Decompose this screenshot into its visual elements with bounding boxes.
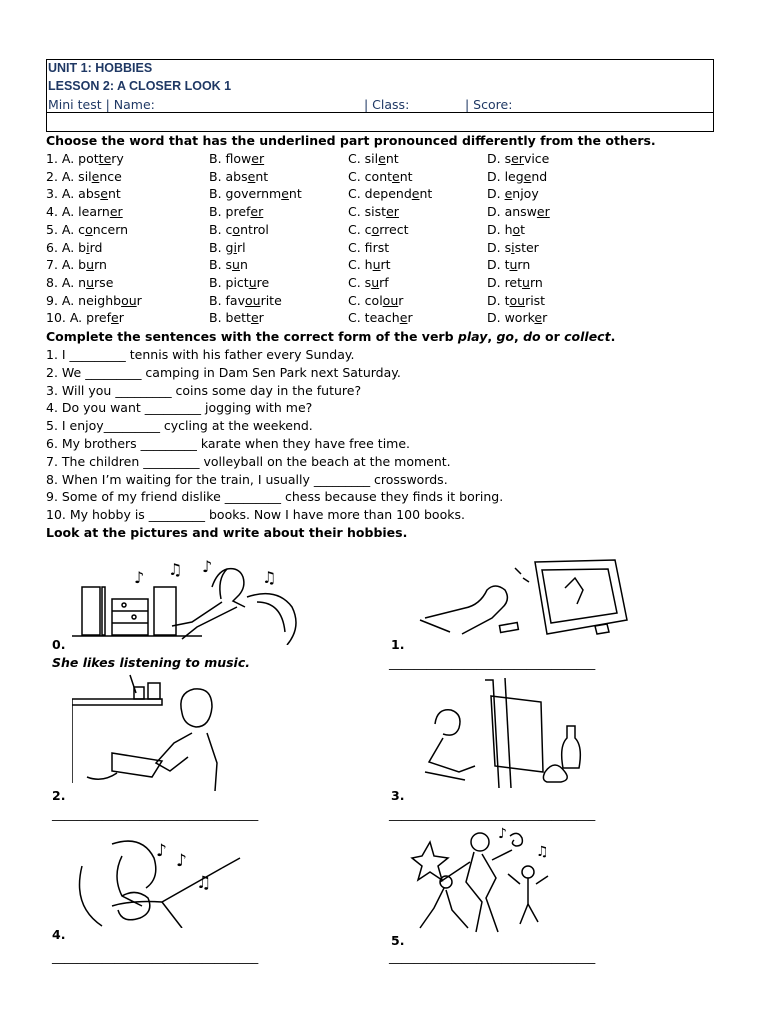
section3-instruction: Look at the pictures and write about their hobbies. <box>46 525 408 540</box>
option-text-end: nt <box>385 151 399 166</box>
option-b[interactable] <box>209 275 269 290</box>
picture-playing-guitar <box>72 836 252 928</box>
question-row-9 <box>46 293 726 310</box>
item-5-label: 5. <box>391 933 405 948</box>
option-text-start: B. abs <box>209 168 248 184</box>
option-c[interactable] <box>348 293 403 308</box>
option-a[interactable] <box>46 310 124 325</box>
option-a[interactable] <box>46 293 142 308</box>
option-text-end: rist <box>525 292 546 308</box>
question-row-8 <box>46 275 726 292</box>
option-text-start: D. h <box>487 221 513 237</box>
option-b[interactable] <box>209 169 268 184</box>
underlined-part: i <box>86 239 90 255</box>
option-d[interactable] <box>487 204 550 219</box>
svg-text:♫: ♫ <box>168 560 183 579</box>
sentence-6[interactable]: 6. My brothers _________ karate when they have free time. <box>46 436 411 451</box>
underlined-part: u <box>509 257 518 273</box>
separator: or <box>540 329 565 344</box>
underlined-part: er <box>109 204 123 220</box>
instruction-end: . <box>610 329 616 344</box>
option-a[interactable] <box>46 257 107 272</box>
option-text-start: B. g <box>209 239 234 255</box>
option-text-start: 2. A. sil <box>46 168 92 184</box>
option-text-end: r <box>136 292 142 308</box>
svg-text:♫: ♫ <box>536 844 549 860</box>
option-text-end: nt <box>288 186 302 202</box>
option-d[interactable] <box>487 293 545 308</box>
option-b[interactable] <box>209 151 264 166</box>
class-field-label: | Class: <box>364 97 410 112</box>
option-d[interactable] <box>487 257 530 272</box>
option-a[interactable] <box>46 275 113 290</box>
question-row-7 <box>46 257 726 274</box>
option-c[interactable] <box>348 240 389 255</box>
option-text-start: D. <box>487 186 505 202</box>
item-3-label: 3. <box>391 788 405 803</box>
option-text-start: B. c <box>209 221 233 237</box>
option-text-start: B. fav <box>209 292 245 308</box>
underlined-part: ou <box>382 292 399 308</box>
underlined-part: u <box>86 274 95 290</box>
lesson-title: LESSON 2: A CLOSER LOOK 1 <box>48 79 232 93</box>
underlined-part: ou <box>244 292 261 308</box>
option-text-end: nce <box>99 168 122 184</box>
verb-collect: collect <box>564 329 611 344</box>
option-text-start: 3. A. abs <box>46 186 101 202</box>
question-row-3 <box>46 186 726 203</box>
option-text-end: rd <box>89 239 103 255</box>
option-b[interactable] <box>209 204 263 219</box>
picture-listening-music <box>72 547 302 645</box>
item-2-label: 2. <box>52 788 66 803</box>
option-c[interactable] <box>348 310 413 325</box>
item-3-answer-line[interactable]: _________________________________ <box>389 806 596 821</box>
option-b[interactable] <box>209 310 264 325</box>
option-text-end: rn <box>94 257 107 273</box>
picture-cooking <box>72 673 222 791</box>
option-a[interactable] <box>46 169 122 184</box>
underlined-part: e <box>399 310 408 326</box>
option-text-start: C. sist <box>348 204 387 220</box>
option-text-start: 7. A. b <box>46 257 87 273</box>
option-d[interactable] <box>487 240 539 255</box>
option-text-start: 4. A. learn <box>46 204 110 220</box>
option-c[interactable] <box>348 257 391 272</box>
option-text-start: D. ret <box>487 274 523 290</box>
option-text-end: r <box>118 310 124 326</box>
underlined-part: u <box>232 257 240 273</box>
underlined-part: er <box>251 151 265 166</box>
item-1-answer-line[interactable]: _________________________________ <box>389 655 596 670</box>
option-text-end: ry <box>111 151 124 166</box>
option-text-end: r <box>398 292 404 308</box>
underlined-part: i <box>233 239 237 255</box>
instruction-text: Complete the sentences with the correct form of the verb <box>46 329 458 344</box>
option-text-start: 10. A. pref <box>46 310 112 326</box>
option-text-start: D. s <box>487 239 512 255</box>
underlined-part: e <box>100 186 108 202</box>
option-d[interactable] <box>487 222 525 237</box>
option-text-start: 6. A. b <box>46 239 87 255</box>
underlined-part: e <box>91 168 100 184</box>
option-text-end: rn <box>517 257 531 273</box>
score-field-label: | Score: <box>465 97 513 112</box>
item-5-answer-line[interactable]: _________________________________ <box>389 949 596 964</box>
underlined-part: e <box>411 186 420 202</box>
underlined-part: u <box>522 274 530 290</box>
svg-text:♫: ♫ <box>262 568 277 587</box>
option-text-start: 1. A. pot <box>46 151 99 166</box>
option-text-start: C. h <box>348 257 373 273</box>
option-text-end: rt <box>380 257 391 273</box>
option-a[interactable] <box>46 240 102 255</box>
section1-instruction: Choose the word that has the underlined part pronounced differently from the others. <box>46 133 656 148</box>
option-text-start: D. t <box>487 257 510 273</box>
option-c[interactable] <box>348 222 408 237</box>
verb-go: go <box>496 329 514 344</box>
option-d[interactable] <box>487 310 547 325</box>
option-d[interactable] <box>487 151 549 166</box>
question-row-6 <box>46 240 726 257</box>
option-text-end: nt <box>108 186 121 202</box>
option-text-end: re <box>256 274 270 290</box>
sentence-1[interactable]: 1. I _________ tennis with his father every Sunday. <box>46 347 355 362</box>
question-row-10 <box>46 310 726 327</box>
separator: , <box>514 329 524 344</box>
underlined-part: e <box>111 310 119 326</box>
option-text-start: D. work <box>487 310 535 326</box>
option-text-start: B. bett <box>209 310 251 326</box>
underlined-part: e <box>247 168 256 184</box>
svg-text:♪: ♪ <box>176 851 187 871</box>
option-b[interactable] <box>209 240 246 255</box>
option-text-end: r <box>407 310 413 326</box>
option-text-end: nt <box>419 186 433 202</box>
option-text-start: C. col <box>348 292 383 308</box>
option-text-end: nd <box>531 168 548 184</box>
option-c[interactable] <box>348 151 399 166</box>
verb-play: play <box>457 329 488 344</box>
option-text-end: r <box>258 310 264 326</box>
option-text-start: C. f <box>348 239 373 255</box>
underlined-part: u <box>248 274 257 290</box>
option-text-start: B. governm <box>209 186 282 202</box>
underlined-part: i <box>511 239 515 255</box>
option-text-start: C. cont <box>348 168 393 184</box>
underlined-part: e <box>281 186 289 202</box>
option-text-start: C. sil <box>348 151 379 166</box>
option-text-end: ncern <box>92 221 129 237</box>
option-text-end: rite <box>260 292 282 308</box>
question-row-5 <box>46 222 726 239</box>
svg-text:♪: ♪ <box>134 568 145 587</box>
option-b[interactable] <box>209 186 302 201</box>
item-4-label: 4. <box>52 927 66 942</box>
option-b[interactable] <box>209 257 248 272</box>
underlined-part: e <box>523 168 532 184</box>
option-text-start: B. pict <box>209 274 249 290</box>
underlined-part: e <box>250 310 259 326</box>
sentence-10[interactable]: 10. My hobby is _________ books. Now I have more than 100 books. <box>46 507 465 523</box>
item-1-label: 1. <box>391 637 405 652</box>
underlined-part: ou <box>121 292 137 308</box>
option-text-start: 5. A. c <box>46 221 86 237</box>
option-b[interactable] <box>209 222 269 237</box>
option-text-start: 8. A. n <box>46 274 87 290</box>
sentence-3[interactable]: 3. Will you _________ coins some day in the future? <box>46 382 362 398</box>
underlined-part: o <box>371 221 380 237</box>
option-text-start: D. s <box>487 151 512 166</box>
separator: , <box>487 329 497 344</box>
picture-watching-tv <box>415 548 635 638</box>
picture-painting <box>415 676 595 791</box>
option-a[interactable] <box>46 151 124 166</box>
underlined-part: er <box>250 204 264 220</box>
option-text-end: rl <box>236 239 246 255</box>
question-row-1 <box>46 151 726 168</box>
sentence-7[interactable]: 7. The children _________ volleyball on the beach at the moment. <box>46 453 451 469</box>
option-text-end: ster <box>514 239 539 255</box>
option-text-end: rse <box>94 274 114 290</box>
sentence-2[interactable]: 2. We _________ camping in Dam Sen Park next Saturday. <box>46 364 401 380</box>
picture-dancing <box>410 826 560 936</box>
option-text-start: B. s <box>209 257 233 273</box>
underlined-part: te <box>98 151 112 166</box>
question-row-4 <box>46 204 726 221</box>
option-text-end: vice <box>523 151 550 166</box>
option-a[interactable] <box>46 204 123 219</box>
svg-text:♫: ♫ <box>196 873 212 893</box>
underlined-part: u <box>372 257 381 273</box>
option-text-end: rrect <box>379 221 409 237</box>
option-d[interactable] <box>487 186 539 201</box>
option-a[interactable] <box>46 186 121 201</box>
option-d[interactable] <box>487 169 547 184</box>
underlined-part: u <box>86 257 95 273</box>
item-4-answer-line[interactable]: _________________________________ <box>52 949 259 964</box>
svg-text:♪: ♪ <box>498 826 507 842</box>
item-0-answer: She likes listening to music. <box>52 655 251 670</box>
option-text-start: D. t <box>487 292 510 308</box>
underlined-part: u <box>371 274 380 290</box>
underlined-part: e <box>378 151 386 166</box>
underlined-part: ou <box>509 292 526 308</box>
option-text-end: nt <box>255 168 269 184</box>
verb-do: do <box>523 329 541 344</box>
option-b[interactable] <box>209 293 282 308</box>
underlined-part: er <box>536 204 550 220</box>
svg-text:♪: ♪ <box>202 557 213 576</box>
sentence-8[interactable]: 8. When I’m waiting for the train, I usually _________ crosswords. <box>46 471 448 487</box>
option-text-start: D. leg <box>487 168 524 184</box>
underlined-part: e <box>504 186 513 202</box>
option-d[interactable] <box>487 275 543 290</box>
option-c[interactable] <box>348 204 399 219</box>
option-a[interactable] <box>46 222 128 237</box>
option-text-end: r <box>542 310 548 326</box>
option-text-end: rf <box>379 274 389 290</box>
option-text-start: C. c <box>348 221 372 237</box>
option-c[interactable] <box>348 275 389 290</box>
option-text-start: C. s <box>348 274 372 290</box>
option-text-end: n <box>239 257 248 273</box>
option-text-end: njoy <box>512 186 539 202</box>
underlined-part: er <box>511 151 524 166</box>
sentence-4[interactable]: 4. Do you want _________ jogging with me? <box>46 400 313 416</box>
section2-instruction <box>46 329 615 344</box>
option-text-end: nt <box>399 168 413 184</box>
underlined-part: o <box>232 221 241 237</box>
sentence-5[interactable]: 5. I enjoy_________ cycling at the weekend. <box>46 418 313 434</box>
option-text-end: ntrol <box>240 221 269 237</box>
header-blank-row <box>46 113 714 132</box>
option-c[interactable] <box>348 169 413 184</box>
svg-text:♪: ♪ <box>156 841 167 861</box>
option-text-end: t <box>520 221 526 237</box>
item-0-label: 0. <box>52 637 66 652</box>
option-text-end: rn <box>529 274 543 290</box>
underlined-part: e <box>534 310 543 326</box>
option-text-start: C. teach <box>348 310 400 326</box>
item-2-answer-line[interactable]: _________________________________ <box>52 806 259 821</box>
option-text-start: B. flow <box>209 151 252 166</box>
option-text-start: B. pref <box>209 204 251 220</box>
underlined-part: o <box>512 221 521 237</box>
name-field-label: Mini test | Name: <box>48 97 155 112</box>
option-text-end: rst <box>372 239 390 255</box>
option-text-start: D. answ <box>487 204 537 220</box>
underlined-part: o <box>85 221 93 237</box>
sentence-9[interactable]: 9. Some of my friend dislike _________ chess because they finds it boring. <box>46 489 504 505</box>
option-text-start: C. depend <box>348 186 412 202</box>
option-c[interactable] <box>348 186 432 201</box>
unit-title: UNIT 1: HOBBIES <box>48 61 153 75</box>
question-row-2 <box>46 169 726 186</box>
underlined-part: e <box>392 168 400 184</box>
option-text-start: 9. A. neighb <box>46 292 122 308</box>
underlined-part: er <box>386 204 399 220</box>
